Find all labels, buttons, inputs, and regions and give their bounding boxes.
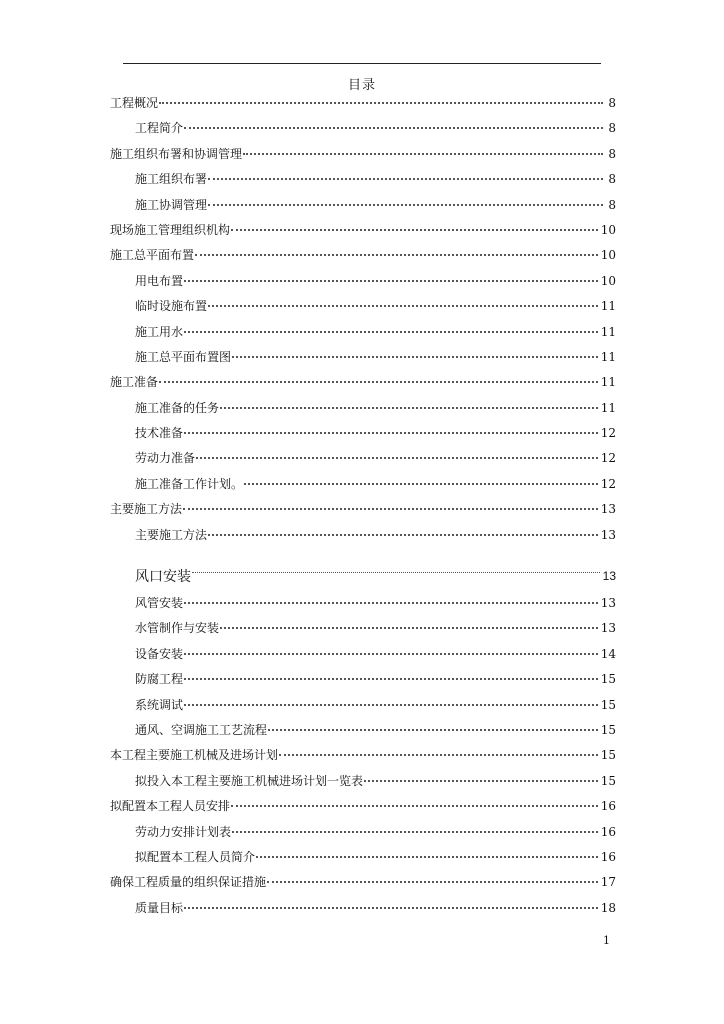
toc-entry-label: 施工协调管理 [135, 197, 208, 212]
toc-entry-page: 12 [600, 451, 616, 466]
toc-entry-page: 13 [602, 568, 616, 583]
toc-entry[interactable] [110, 500, 616, 525]
toc-entry-page: 11 [600, 375, 616, 390]
toc-leader-dots [364, 780, 598, 782]
toc-list [110, 94, 616, 924]
toc-entry-page: 8 [608, 197, 616, 212]
toc-entry-page: 14 [600, 646, 616, 661]
toc-entry-page: 8 [608, 121, 616, 136]
toc-entry-page: 10 [600, 248, 616, 263]
toc-entry-page: 15 [600, 672, 616, 687]
toc-leader-dots [195, 254, 598, 256]
toc-entry-page: 15 [600, 722, 616, 737]
toc-entry-page: 12 [600, 426, 616, 441]
toc-entry-page: 15 [600, 748, 616, 763]
toc-entry-page: 11 [600, 349, 616, 364]
toc-entry-label: 施工准备工作计划。 [135, 476, 244, 491]
toc-leader-dots [256, 856, 598, 858]
toc-entry[interactable] [110, 272, 616, 297]
toc-entry-page: 13 [600, 596, 616, 611]
toc-entry-label: 风管安装 [135, 596, 184, 611]
toc-entry[interactable] [110, 196, 616, 221]
toc-leader-dots [243, 153, 603, 155]
toc-entry-page: 17 [600, 875, 616, 890]
toc-entry-page: 11 [600, 299, 616, 314]
toc-leader-dots [244, 483, 598, 485]
toc-entry-label: 拟投入本工程主要施工机械进场计划一览表 [135, 773, 364, 788]
toc-entry-label: 防腐工程 [135, 672, 184, 687]
toc-entry[interactable] [110, 373, 616, 398]
toc-leader-dots [208, 534, 598, 536]
toc-entry[interactable] [110, 594, 616, 619]
toc-leader-dots [208, 204, 603, 206]
toc-entry-label: 临时设施布置 [135, 299, 208, 314]
toc-entry[interactable] [110, 399, 616, 424]
toc-entry-page: 12 [600, 476, 616, 491]
toc-entry-label: 用电布置 [135, 273, 184, 288]
toc-entry-label: 施工总平面布置图 [135, 349, 232, 364]
toc-entry-page: 13 [600, 621, 616, 636]
toc-entry-label: 劳动力安排计划表 [135, 824, 232, 839]
toc-entry[interactable] [110, 475, 616, 500]
toc-entry-label: 技术准备 [135, 426, 184, 441]
page-number: 1 [603, 934, 610, 947]
toc-leader-dots [192, 572, 600, 573]
toc-entry-label: 现场施工管理组织机构 [110, 222, 231, 237]
toc-entry-label: 设备安装 [135, 646, 184, 661]
toc-leader-dots [220, 407, 598, 409]
toc-leader-dots [159, 381, 598, 383]
toc-leader-dots [184, 280, 598, 282]
toc-entry[interactable] [110, 170, 616, 195]
toc-leader-dots [184, 704, 598, 706]
toc-leader-dots [268, 729, 598, 731]
toc-entry-label: 拟配置本工程人员安排 [110, 799, 231, 814]
toc-entry[interactable] [110, 424, 616, 449]
toc-leader-dots [196, 457, 598, 459]
toc-entry-page: 11 [600, 400, 616, 415]
toc-entry[interactable] [110, 221, 616, 246]
toc-leader-dots [159, 102, 603, 104]
toc-entry-label: 施工总平面布置 [110, 248, 195, 263]
toc-entry-label: 工程简介 [135, 121, 184, 136]
toc-entry-page: 13 [600, 502, 616, 517]
toc-leader-dots [184, 127, 603, 129]
toc-entry-label: 确保工程质量的组织保证措施 [110, 875, 267, 890]
toc-entry[interactable] [110, 823, 616, 848]
toc-entry[interactable] [110, 899, 616, 924]
toc-entry[interactable] [110, 772, 616, 797]
toc-entry-label: 风口安装 [135, 567, 191, 584]
toc-entry[interactable] [110, 246, 616, 271]
toc-entry-label: 拟配置本工程人员简介 [135, 849, 256, 864]
toc-entry[interactable] [110, 746, 616, 771]
toc-leader-dots [184, 907, 598, 909]
toc-entry[interactable] [110, 348, 616, 373]
header-rule [123, 63, 601, 64]
toc-entry-page: 15 [600, 773, 616, 788]
toc-entry-label: 水管制作与安装 [135, 621, 220, 636]
toc-entry-label: 系统调试 [135, 697, 184, 712]
toc-entry-page: 16 [600, 824, 616, 839]
toc-leader-dots [184, 653, 598, 655]
toc-entry-page: 8 [608, 172, 616, 187]
toc-entry-page: 16 [600, 849, 616, 864]
toc-leader-dots [232, 356, 598, 358]
toc-leader-dots [208, 178, 603, 180]
toc-entry-label: 本工程主要施工机械及进场计划 [110, 748, 279, 763]
toc-entry[interactable] [110, 696, 616, 721]
toc-entry[interactable] [110, 323, 616, 348]
toc-leader-dots [267, 881, 598, 883]
toc-entry-label: 劳动力准备 [135, 451, 196, 466]
toc-entry-label: 质量目标 [135, 900, 184, 915]
toc-entry-label: 主要施工方法 [110, 502, 183, 517]
toc-entry[interactable] [110, 551, 616, 594]
toc-entry-label: 施工准备 [110, 375, 159, 390]
toc-leader-dots [220, 627, 598, 629]
toc-entry[interactable] [110, 645, 616, 670]
toc-entry-label: 施工组织布署和协调管理 [110, 146, 243, 161]
toc-entry-page: 18 [600, 900, 616, 915]
toc-entry-page: 10 [600, 222, 616, 237]
toc-title: 目录 [347, 78, 376, 93]
toc-entry[interactable] [110, 297, 616, 322]
toc-entry-page: 15 [600, 697, 616, 712]
toc-leader-dots [184, 331, 598, 333]
toc-entry[interactable] [110, 721, 616, 746]
toc-leader-dots [184, 678, 598, 680]
toc-entry-label: 主要施工方法 [135, 527, 208, 542]
toc-entry-label: 施工组织布署 [135, 172, 208, 187]
toc-leader-dots [184, 602, 598, 604]
toc-entry[interactable] [110, 145, 616, 170]
toc-entry-page: 8 [608, 146, 616, 161]
toc-entry-page: 11 [600, 324, 616, 339]
toc-entry-label: 施工准备的任务 [135, 400, 220, 415]
toc-entry[interactable] [110, 873, 616, 898]
toc-leader-dots [231, 805, 598, 807]
toc-leader-dots [184, 432, 598, 434]
toc-entry-label: 施工用水 [135, 324, 184, 339]
toc-entry-page: 10 [600, 273, 616, 288]
toc-entry[interactable] [110, 526, 616, 551]
toc-entry[interactable] [110, 848, 616, 873]
toc-entry[interactable] [110, 797, 616, 822]
toc-entry-label: 通风、空调施工工艺流程 [135, 722, 268, 737]
toc-entry[interactable] [110, 94, 616, 119]
toc-entry-page: 8 [608, 96, 616, 110]
toc-entry[interactable] [110, 119, 616, 144]
toc-entry-page: 16 [600, 799, 616, 814]
toc-entry[interactable] [110, 670, 616, 695]
toc-entry-label: 工程概况 [110, 96, 159, 110]
toc-leader-dots [231, 229, 598, 231]
toc-leader-dots [208, 305, 598, 307]
toc-entry[interactable] [110, 449, 616, 474]
toc-entry-page: 13 [600, 527, 616, 542]
toc-leader-dots [279, 754, 598, 756]
toc-entry[interactable] [110, 619, 616, 644]
toc-leader-dots [183, 508, 598, 510]
toc-leader-dots [232, 831, 598, 833]
